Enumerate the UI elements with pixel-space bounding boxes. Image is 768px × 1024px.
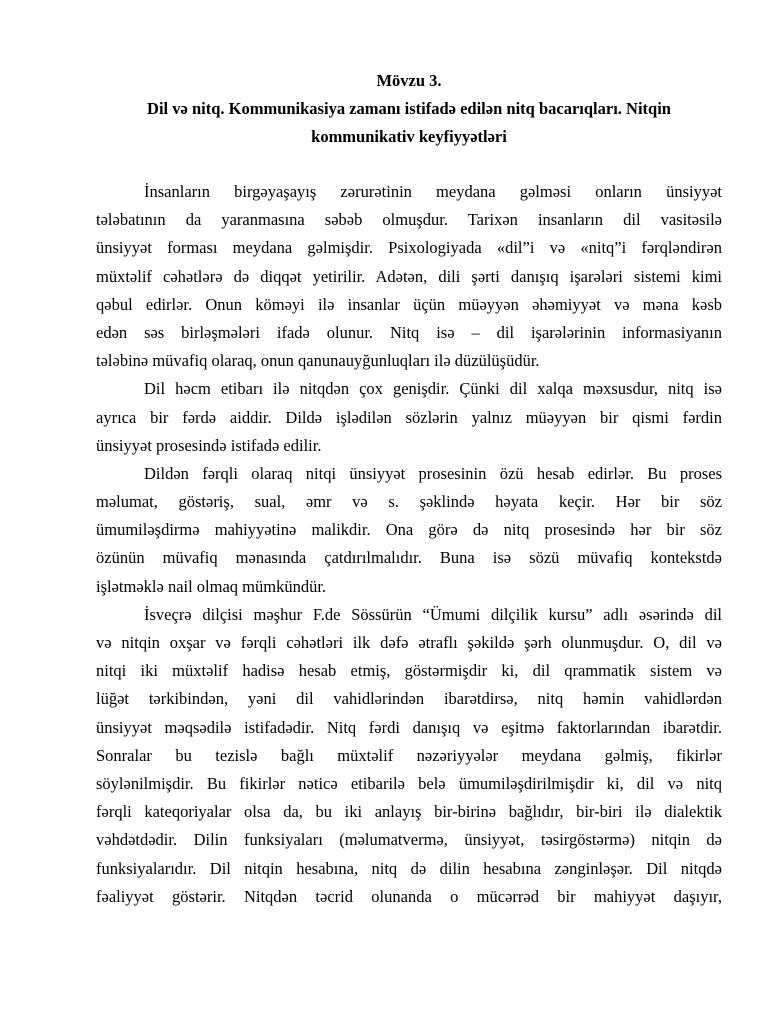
text-line: İsveçrə dilçisi məşhur F.de Sössürün “Ümumi dilçilik kursu” adlı əsərində dil bbox=[144, 604, 722, 624]
text-line: məlumat, göstəriş, sual, əmr və s. şəklində həyata keçir. Hər bir söz bbox=[96, 492, 722, 512]
text-line: edən səs birləşmələri ifadə olunur. Nitq isə – dil işarələrinin informasiyanın bbox=[96, 322, 722, 342]
topic-heading: Mövzu 3. bbox=[376, 71, 442, 90]
text-line: Dildən fərqli olaraq nitqi ünsiyyət prosesinin özü hesab edirlər. Bu proses bbox=[144, 463, 722, 483]
paragraph bbox=[96, 375, 722, 460]
text-line: fəaliyyət göstərir. Nitqdən təcrid olunanda o mücərrəd bir mahiyyət daşıyır, bbox=[96, 886, 722, 906]
document-body bbox=[96, 178, 722, 911]
title-line: kommunikativ keyfiyyətləri bbox=[311, 127, 507, 146]
document-title bbox=[96, 95, 722, 151]
text-line: nitqi iki müxtəlif hadisə hesab etmiş, göstərmişdir ki, dil qrammatik sistem və bbox=[96, 661, 722, 681]
text-line: tələbinə müvafiq olaraq, onun qanunauyğunluqları ilə düzülüşüdür. bbox=[96, 351, 540, 371]
text-line: ünsiyyət prosesində istifadə edilir. bbox=[96, 435, 322, 455]
title-line: Dil və nitq. Kommunikasiya zamanı istifadə edilən nitq bacarıqları. Nitqin bbox=[147, 99, 671, 118]
text-line: müxtəlif cəhətlərə də diqqət yetirilir. Adətən, dili şərti danışıq işarələri sistemi kimi bbox=[96, 266, 722, 286]
text-line: lüğət tərkibindən, yəni dil vahidlərindən ibarətdirsə, nitq həmin vahidlərdən bbox=[96, 689, 722, 709]
text-line: ümumiləşdirmə mahiyyətinə malikdir. Ona görə də nitq prosesində hər bir söz bbox=[96, 520, 722, 540]
text-line: Dil həcm etibarı ilə nitqdən çox genişdir. Çünki dil xalqa məxsusdur, nitq isə bbox=[144, 379, 722, 399]
text-line: İnsanların birgəyaşayış zərurətinin meydana gəlməsi onların ünsiyyət bbox=[144, 182, 722, 201]
text-line: tələbatının da yaranmasına səbəb olmuşdur. Tarixən insanların dil vasitəsilə bbox=[96, 210, 722, 230]
text-line: ünsiyyət forması meydana gəlmişdir. Psixologiyada «dil”i və «nitq”i fərqləndirən bbox=[96, 238, 722, 258]
paragraph bbox=[96, 178, 722, 375]
text-line: funksiyalarıdır. Dil nitqin hesabına, nitq də dilin hesabına zənginləşər. Dil nitqdə bbox=[96, 858, 722, 878]
text-line: qəbul edirlər. Onun köməyi ilə insanlar üçün müəyyən əhəmiyyət və məna kəsb bbox=[96, 294, 722, 314]
text-line: və nitqin oxşar və fərqli cəhətləri ilk dəfə ətraflı şəkildə şərh olunmuşdur. O, dil və bbox=[96, 633, 722, 652]
paragraph bbox=[96, 460, 722, 601]
text-line: özünün müvafiq mənasında çatdırılmalıdır. Buna isə sözü müvafiq kontekstdə bbox=[96, 548, 722, 568]
text-line: ayrıca bir fərdə aiddir. Dildə işlədilən sözlərin yalnız müəyyən bir qismi fərdin bbox=[96, 407, 722, 427]
text-line: fərqli kateqoriyalar olsa da, bu iki anlayış bir-birinə bağlıdır, bir-biri ilə dialektik bbox=[96, 802, 722, 822]
text-line: vəhdətdədir. Dilin funksiyaları (məlumatvermə, ünsiyyət, təsirgöstərmə) nitqin də bbox=[96, 830, 722, 850]
text-line: ünsiyyət məqsədilə istifadədir. Nitq fərdi danışıq və eşitmə faktorlarından ibarətdir. bbox=[96, 717, 722, 737]
text-line: Sonralar bu tezislə bağlı müxtəlif nəzəriyyələr meydana gəlmiş, fikirlər bbox=[96, 745, 722, 765]
paragraph bbox=[96, 601, 722, 911]
text-line: söylənilmişdir. Bu fikirlər nəticə etibarilə belə ümumiləşdirilmişdir ki, dil və nitq bbox=[96, 773, 722, 793]
text-line: işlətməklə nail olmaq mümkündür. bbox=[96, 576, 327, 596]
